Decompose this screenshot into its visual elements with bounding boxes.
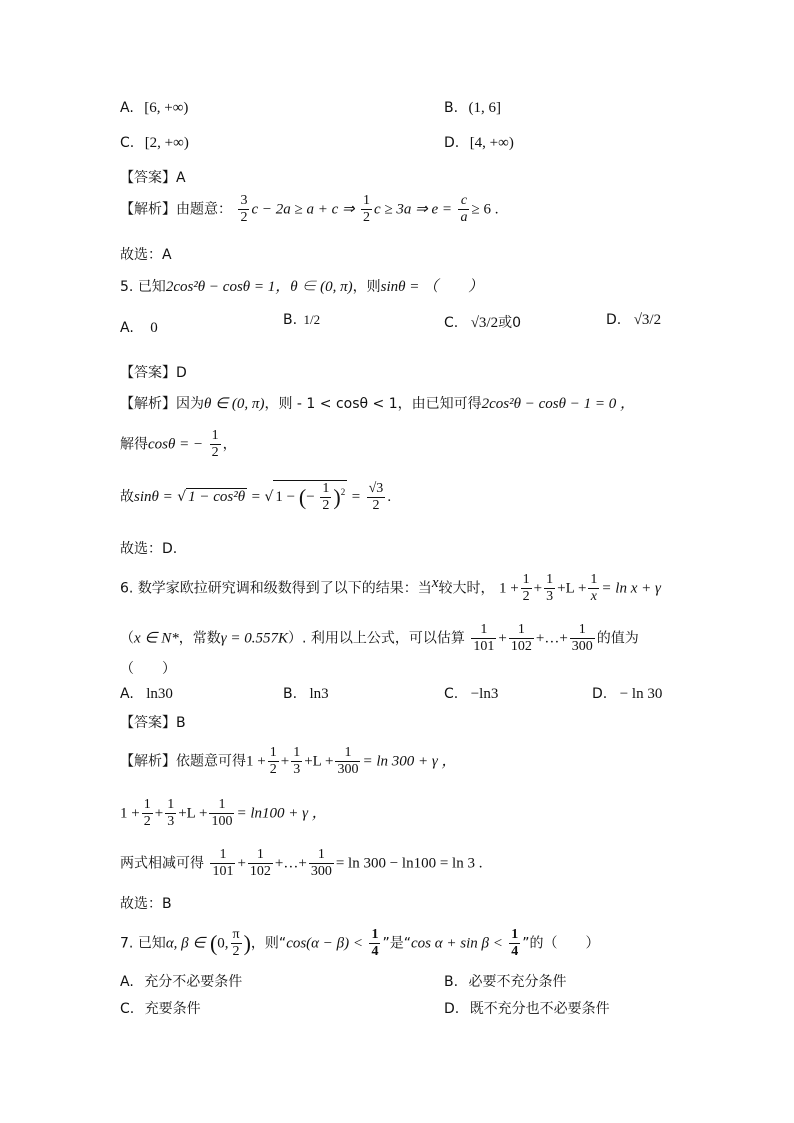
stem-text: （	[120, 630, 134, 647]
option-value: √3/2	[633, 312, 662, 328]
math-expression: x ∈ N*	[134, 630, 179, 647]
fraction: $\frac{c}{a}$	[460, 193, 468, 225]
option-value: 充要条件	[144, 1001, 201, 1017]
option-letter: A.	[120, 320, 134, 336]
q7-stem: 7. 已知α, β ∈ (0, $\frac{\pi}{2}$ )，则“cos(α − β) < $\frac{1}{4}$ ”是“cos α + sin β < $\frac{1}{4}$ ”的（ ）	[120, 927, 600, 959]
q5-answer: 【答案】D	[120, 365, 187, 381]
analysis-text: ，则 - 1 < cosθ < 1，由已知可得	[264, 396, 482, 412]
option-value: 0	[150, 320, 158, 336]
q5-analysis-line2	[120, 428, 237, 461]
math-expression: α, β ∈	[165, 935, 206, 952]
stem-text: ）. 利用以上公式，可以估算	[288, 630, 465, 647]
q6-stem-line1: 6. 数学家欧拉研究调和级数得到了以下的结果：当$^x$较大时， 1 + $\frac{1}{2}$ + $\frac{1}{3}$ +L + $\frac{1}{x}$ = ln x + γ	[120, 572, 661, 604]
q7-option-c	[120, 998, 201, 1018]
math-expression: sinθ =	[134, 489, 173, 505]
option-letter: C.	[120, 1001, 135, 1017]
option-letter: B.	[283, 686, 298, 702]
q7-option-d	[444, 998, 610, 1018]
q5-option-a	[120, 320, 158, 337]
math-expression: c ≥ 3a ⇒ e =	[374, 201, 453, 218]
option-value: 必要不充分条件	[468, 974, 567, 990]
option-letter: B.	[444, 974, 459, 990]
option-value: [2, +∞)	[144, 135, 189, 151]
q6-option-d	[592, 686, 662, 703]
q6-answer: 【答案】B	[120, 715, 186, 731]
math-variable: x	[431, 574, 439, 591]
option-value: √3/2	[470, 315, 499, 331]
q5-option-d	[606, 312, 661, 329]
q5-analysis-line3: 故sinθ = √ 1 − cos²θ = √ 1 − (− $\frac{1}{2}$ )$^2$ = $\frac{√3}{2}$ .	[120, 480, 392, 513]
question-number: 7.	[120, 935, 134, 952]
q6-stem-line2: （x ∈ N*，常数γ = 0.557K）. 利用以上公式，可以估算 $\frac{1}{101}$ + $\frac{1}{102}$ +…+ $\frac{1}{300}$ 的值为	[120, 622, 639, 654]
option-letter: A.	[120, 974, 134, 990]
analysis-text: 两式相减可得	[120, 855, 204, 872]
q4-answer: 【答案】A	[120, 170, 186, 186]
option-value: 充分不必要条件	[144, 974, 243, 990]
math-expression: c − 2a ≥ a + c ⇒	[251, 201, 355, 218]
q6-option-b	[283, 686, 329, 703]
q5-analysis-line1	[120, 392, 635, 413]
q6-analysis-line3: 两式相减可得 $\frac{1}{101}$ + $\frac{1}{102}$ +…+ $\frac{1}{300}$ = ln 300 − ln100 = ln 3 .	[120, 847, 483, 879]
fraction: $\frac{1}{2}$	[211, 428, 219, 460]
option-letter: C.	[444, 315, 459, 331]
q4-option-a	[120, 100, 188, 117]
stem-text: 已知	[137, 279, 166, 295]
stem-text: ”的（ ）	[522, 935, 600, 952]
option-value: [6, +∞)	[144, 100, 189, 116]
option-letter: D.	[444, 135, 460, 151]
q5-stem	[120, 275, 483, 296]
option-value: ln3	[309, 686, 329, 702]
stem-text: 已知	[137, 935, 166, 952]
q4-analysis	[120, 193, 498, 226]
option-value: [4, +∞)	[469, 135, 514, 151]
option-letter: D.	[444, 1001, 460, 1017]
option-letter: C.	[120, 135, 135, 151]
option-letter: A.	[120, 100, 134, 116]
q7-option-a	[120, 971, 242, 991]
analysis-text: 故	[120, 489, 134, 505]
q4-option-c	[120, 135, 189, 152]
stem-text: 数学家欧拉研究调和级数得到了以下的结果：当	[137, 580, 432, 597]
option-letter: B.	[444, 100, 459, 116]
fraction: $\frac{3}{2}$	[240, 193, 248, 225]
math-expression: sinθ = （ ）	[380, 279, 484, 295]
analysis-text: 因为	[176, 396, 204, 412]
q6-conclusion: 故选：B	[120, 896, 172, 912]
question-number: 6.	[120, 580, 134, 597]
option-letter: C.	[444, 686, 459, 702]
stem-text: ，则“	[250, 935, 287, 952]
analysis-text: 解得	[120, 436, 148, 453]
math-expression: cos(α − β) <	[286, 935, 364, 952]
q6-option-c	[444, 686, 498, 703]
option-letter: B.	[283, 312, 298, 328]
q5-option-b	[283, 312, 322, 328]
stem-text: 的值为	[596, 630, 639, 647]
q5-option-c	[444, 312, 521, 332]
math-expression: cosθ = −	[148, 436, 204, 453]
q4-option-d	[444, 135, 514, 152]
stem-text: ”是“	[382, 935, 411, 952]
math-expression: = ln 300 − ln100 = ln 3 .	[335, 855, 483, 872]
math-expression: ，θ ∈ (0, π)	[275, 279, 353, 295]
math-expression: 2cos²θ − cosθ − 1 = 0 ，	[481, 396, 635, 412]
math-expression: 2cos²θ − cosθ = 1	[165, 279, 276, 295]
analysis-text: 依题意可得	[176, 753, 246, 770]
q4-conclusion: 故选：A	[120, 247, 172, 263]
math-expression: =	[351, 489, 361, 505]
math-expression: θ ∈ (0, π)	[204, 396, 265, 412]
analysis-label: 【解析】	[120, 396, 176, 412]
math-expression: = ln100 + γ ，	[236, 805, 327, 822]
option-value: 1/2	[303, 312, 321, 327]
option-suffix: 或0	[498, 315, 522, 331]
q4-option-b	[444, 100, 501, 117]
math-expression: = ln 300 + γ ，	[362, 753, 457, 770]
fraction: $\frac{√3}{2}$	[368, 480, 384, 513]
analysis-label: 【解析】	[120, 753, 176, 770]
question-number: 5.	[120, 279, 134, 295]
option-value: −ln3	[470, 686, 499, 702]
q6-stem-line3: （ ）	[120, 661, 176, 677]
math-expression: = ln x + γ	[601, 580, 661, 597]
analysis-label: 【解析】	[120, 201, 176, 218]
q6-option-a	[120, 686, 173, 703]
stem-text: ，常数	[178, 630, 221, 647]
stem-text: ，则	[352, 279, 381, 295]
sqrt-expression: √ 1 − cos²θ	[177, 489, 246, 505]
option-value: (1, 6]	[468, 100, 502, 116]
analysis-text: ，	[222, 436, 237, 453]
math-expression: ≥ 6 .	[471, 201, 499, 218]
q7-option-b	[444, 971, 567, 991]
stem-text: 较大时，	[438, 580, 495, 597]
option-letter: A.	[120, 686, 134, 702]
q6-analysis-line2: 1 + $\frac{1}{2}$ + $\frac{1}{3}$ +L + $\frac{1}{100}$ = ln100 + γ ，	[120, 797, 327, 829]
option-value: 既不充分也不必要条件	[469, 1001, 610, 1017]
sqrt-expression-large: √ 1 − (− $\frac{1}{2}$ )$^2$	[264, 481, 346, 513]
fraction: $\frac{1}{2}$	[363, 193, 371, 225]
math-expression: γ = 0.557K	[220, 630, 289, 647]
option-letter: D.	[606, 312, 622, 328]
option-value: − ln 30	[619, 686, 663, 702]
q5-conclusion: 故选：D.	[120, 541, 178, 557]
q6-analysis-line1: 【解析】依题意可得1 + $\frac{1}{2}$ + $\frac{1}{3}$ +L + $\frac{1}{300}$ = ln 300 + γ ，	[120, 745, 457, 777]
option-value: ln30	[146, 686, 173, 702]
math-expression: cos α + sin β <	[410, 935, 503, 952]
option-letter: D.	[592, 686, 608, 702]
analysis-lead: 由题意：	[176, 201, 232, 218]
